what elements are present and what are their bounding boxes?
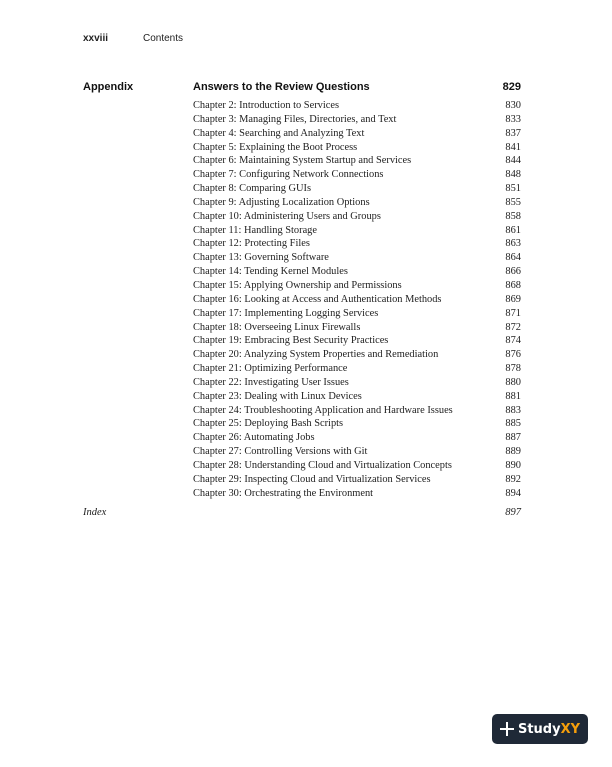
toc-entry-title: Chapter 20: Analyzing System Properties and Remediation xyxy=(193,349,439,361)
index-page-number: 897 xyxy=(505,507,521,518)
toc-entry xyxy=(193,307,521,321)
toc-entry-page: 869 xyxy=(505,293,521,305)
toc-entry-page: 894 xyxy=(505,487,521,499)
toc-entry-title: Chapter 12: Protecting Files xyxy=(193,238,310,250)
toc-entry-title: Chapter 16: Looking at Access and Authentication Methods xyxy=(193,293,442,305)
toc-entry-title: Chapter 30: Orchestrating the Environment xyxy=(193,487,374,499)
toc-entry-page: 851 xyxy=(505,183,521,195)
watermark-accent-text: XY xyxy=(560,721,581,737)
toc-entry xyxy=(193,154,521,168)
toc-entry xyxy=(193,404,521,418)
toc-entry-page: 871 xyxy=(505,307,521,319)
toc-entry xyxy=(193,376,521,390)
toc-entry-page: 858 xyxy=(505,210,521,222)
toc-entry-title: Chapter 3: Managing Files, Directories, and Text xyxy=(193,113,397,125)
toc-entry-page: 848 xyxy=(505,169,521,181)
toc-entry xyxy=(193,473,521,487)
toc-entry xyxy=(193,445,521,459)
toc-entry xyxy=(193,348,521,362)
appendix-page-number: 829 xyxy=(502,81,521,93)
toc-entry-title: Chapter 5: Explaining the Boot Process xyxy=(193,141,358,153)
toc-entry xyxy=(193,362,521,376)
toc-entry-page: 890 xyxy=(505,459,521,471)
toc-entry xyxy=(193,237,521,251)
toc-entry-page: 844 xyxy=(505,155,521,167)
toc-entry xyxy=(193,224,521,238)
studyxy-watermark xyxy=(492,714,588,744)
toc-entry-title: Chapter 8: Comparing GUIs xyxy=(193,183,312,195)
toc-entry-page: 878 xyxy=(505,363,521,375)
toc-entry xyxy=(193,321,521,335)
watermark-text: Study xyxy=(517,721,561,737)
toc-entry-title: Chapter 11: Handling Storage xyxy=(193,224,317,236)
toc-entry xyxy=(193,113,521,127)
toc-entry-page: 863 xyxy=(505,238,521,250)
toc-entry xyxy=(193,431,521,445)
toc-entry-page: 874 xyxy=(505,335,521,347)
toc-entry-title: Chapter 22: Investigating User Issues xyxy=(193,376,349,388)
toc-entry-title: Chapter 25: Deploying Bash Scripts xyxy=(193,418,344,430)
toc-entry-page: 866 xyxy=(505,266,521,278)
toc-entry xyxy=(193,417,521,431)
appendix-title: Answers to the Review Questions xyxy=(193,81,370,93)
toc-entry-title: Chapter 7: Configuring Network Connections xyxy=(193,169,384,181)
toc-entry xyxy=(193,459,521,473)
toc-entry xyxy=(193,265,521,279)
appendix-label: Appendix xyxy=(83,81,134,93)
toc-entry-title: Chapter 21: Optimizing Performance xyxy=(193,363,348,375)
toc-entry xyxy=(193,127,521,141)
toc-entry-title: Chapter 19: Embracing Best Security Practices xyxy=(193,335,389,347)
toc-entry-page: 837 xyxy=(505,127,521,139)
toc-entry-title: Chapter 24: Troubleshooting Application and Hardware Issues xyxy=(193,404,453,416)
toc-entry-list xyxy=(193,99,521,500)
toc-entry xyxy=(193,99,521,113)
toc-entry-title: Chapter 28: Understanding Cloud and Virtualization Concepts xyxy=(193,459,452,471)
index-label: Index xyxy=(83,507,107,518)
toc-entry-page: 868 xyxy=(505,279,521,291)
toc-entry xyxy=(193,168,521,182)
toc-entry-title: Chapter 10: Administering Users and Groups xyxy=(193,210,381,222)
toc-entry-page: 841 xyxy=(505,141,521,153)
toc-entry-page: 887 xyxy=(505,432,521,444)
header-page-number: xxviii xyxy=(83,33,109,44)
toc-entry xyxy=(193,210,521,224)
toc-entry-title: Chapter 29: Inspecting Cloud and Virtualization Services xyxy=(193,473,431,485)
toc-entry-page: 872 xyxy=(505,321,521,333)
toc-entry-title: Chapter 15: Applying Ownership and Permissions xyxy=(193,279,402,291)
toc-entry xyxy=(193,390,521,404)
toc-entry-page: 892 xyxy=(505,473,521,485)
toc-entry-title: Chapter 23: Dealing with Linux Devices xyxy=(193,390,362,402)
toc-entry-title: Chapter 4: Searching and Analyzing Text xyxy=(193,127,365,139)
toc-entry-page: 855 xyxy=(505,196,521,208)
toc-entry-page: 885 xyxy=(505,418,521,430)
toc-entry xyxy=(193,487,521,501)
toc-entry-page: 864 xyxy=(505,252,521,264)
toc-entry-page: 830 xyxy=(505,100,521,111)
toc-entry-title: Chapter 2: Introduction to Services xyxy=(193,100,340,111)
toc-entry xyxy=(193,196,521,210)
toc-entry-page: 889 xyxy=(505,446,521,458)
toc-entry xyxy=(193,251,521,265)
toc-entry-page: 861 xyxy=(505,224,521,236)
toc-entry-title: Chapter 27: Controlling Versions with Git xyxy=(193,446,368,458)
toc-entry xyxy=(193,182,521,196)
running-head xyxy=(83,33,183,44)
toc-entry-page: 881 xyxy=(505,390,521,402)
toc-entry xyxy=(193,334,521,348)
toc-entry-page: 883 xyxy=(505,404,521,416)
toc-entry xyxy=(193,141,521,155)
toc-entry xyxy=(193,279,521,293)
toc-entry-title: Chapter 17: Implementing Logging Services xyxy=(193,307,379,319)
plus-icon xyxy=(500,722,514,736)
toc-entry-title: Chapter 18: Overseeing Linux Firewalls xyxy=(193,321,361,333)
toc-entry-title: Chapter 9: Adjusting Localization Options xyxy=(193,196,370,208)
header-section: Contents xyxy=(143,33,184,44)
toc-entry-title: Chapter 6: Maintaining System Startup and Services xyxy=(193,155,412,167)
toc-entry-page: 880 xyxy=(505,376,521,388)
toc-entry-page: 876 xyxy=(505,349,521,361)
toc-entry-title: Chapter 13: Governing Software xyxy=(193,252,329,264)
toc-entry-page: 833 xyxy=(505,113,521,125)
toc-entry-title: Chapter 26: Automating Jobs xyxy=(193,432,315,444)
toc-entry xyxy=(193,293,521,307)
toc-entry-title: Chapter 14: Tending Kernel Modules xyxy=(193,266,348,278)
